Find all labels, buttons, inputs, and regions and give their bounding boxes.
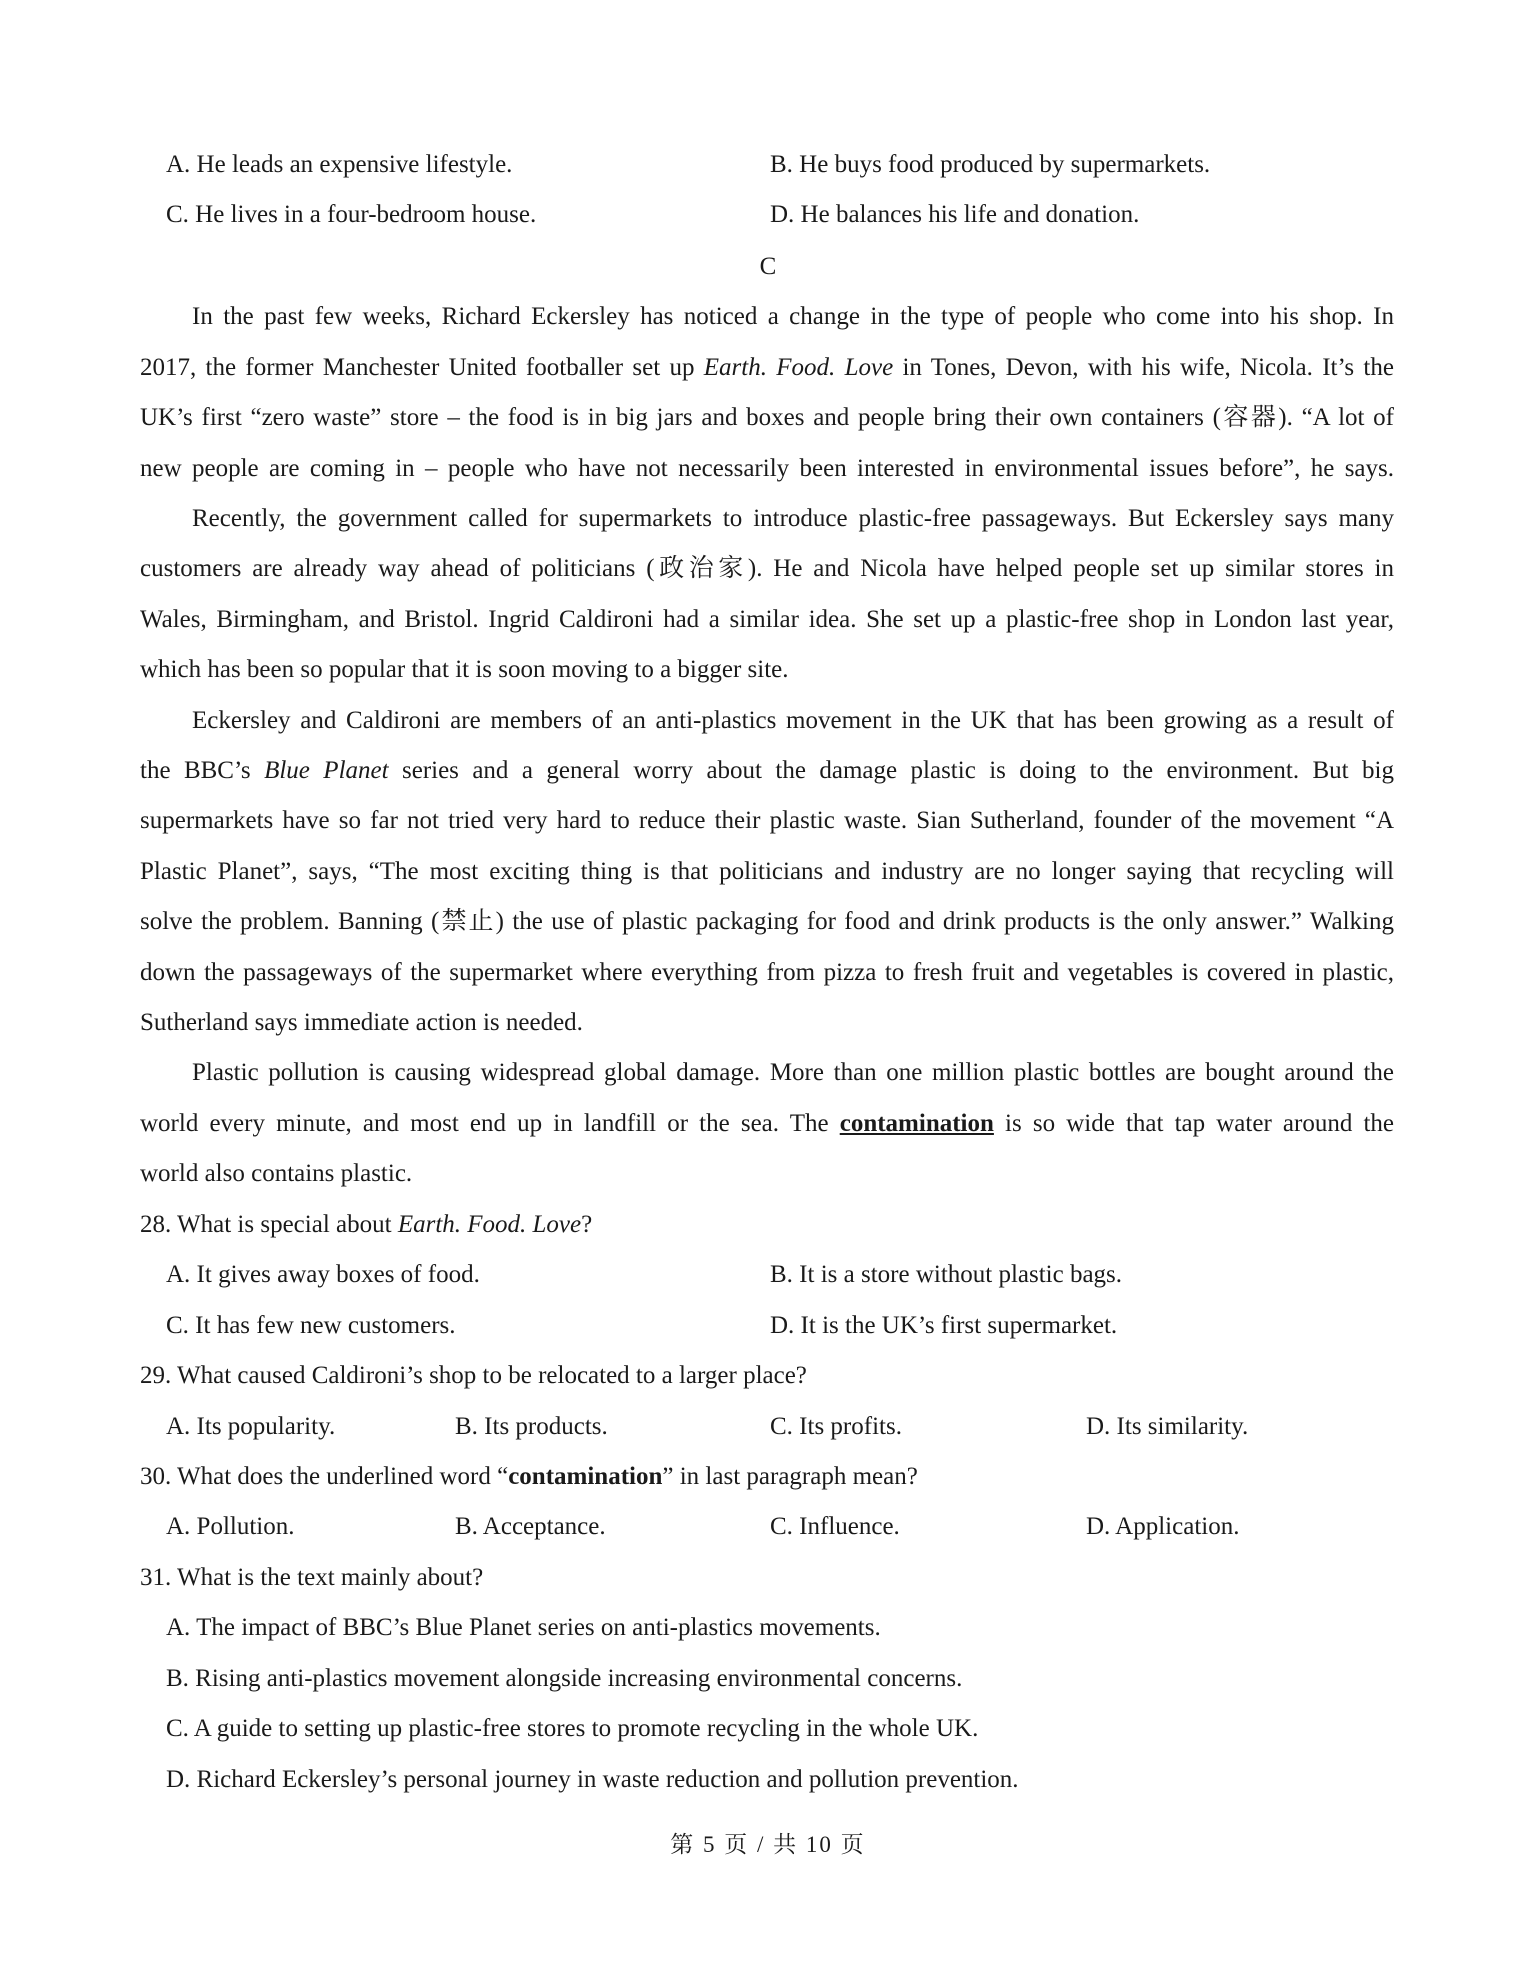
passage-p3-line7: Sutherland says immediate action is needed. — [140, 1009, 583, 1036]
underlined-word: contamination — [839, 1110, 994, 1137]
passage-p4-line3: world also contains plastic. — [140, 1160, 413, 1187]
q31-option-a: A. The impact of BBC’s Blue Planet series on anti-plastics movements. — [166, 1614, 881, 1641]
passage-p3-line3: supermarkets have so far not tried very hard to reduce their plastic waste. Sian Sutherland, founder of the movement “A — [140, 807, 1394, 834]
page-footer: 第 5 页 / 共 10 页 — [670, 1832, 866, 1857]
q28-option-a: A. It gives away boxes of food. — [166, 1261, 480, 1288]
section-letter: C — [759, 253, 777, 280]
prev-option-a: A. He leads an expensive lifestyle. — [166, 151, 513, 178]
passage-p4-line1: Plastic pollution is causing widespread global damage. More than one million plastic bottles are bought around the — [192, 1059, 1394, 1086]
q29-option-c: C. Its profits. — [770, 1413, 902, 1440]
passage-p3-line6: down the passageways of the supermarket where everything from pizza to fresh fruit and vegetables is covered in plastic, — [140, 959, 1394, 986]
q29-option-d: D. Its similarity. — [1086, 1413, 1249, 1440]
passage-p1-line1: In the past few weeks, Richard Eckersley has noticed a change in the type of people who come into his shop. In — [192, 303, 1394, 330]
question-31-stem: 31. What is the text mainly about? — [140, 1564, 484, 1591]
q29-option-a: A. Its popularity. — [166, 1413, 336, 1440]
prev-option-b: B. He buys food produced by supermarkets. — [770, 151, 1211, 178]
q30-option-c: C. Influence. — [770, 1513, 900, 1540]
prev-option-d: D. He balances his life and donation. — [770, 201, 1140, 228]
prev-option-c: C. He lives in a four-bedroom house. — [166, 201, 537, 228]
passage-p4-line2: world every minute, and most end up in landfill or the sea. The contamination is so wide that tap water around the — [140, 1110, 1395, 1137]
q29-option-b: B. Its products. — [455, 1413, 608, 1440]
q28-option-c: C. It has few new customers. — [166, 1312, 456, 1339]
question-30-stem: 30. What does the underlined word “contamination” in last paragraph mean? — [140, 1463, 918, 1490]
q30-option-a: A. Pollution. — [166, 1513, 295, 1540]
passage-p1-line2: 2017, the former Manchester United footballer set up Earth. Food. Love in Tones, Devon, with his wife, Nicola. It’s the — [140, 354, 1394, 381]
q28-option-b: B. It is a store without plastic bags. — [770, 1261, 1123, 1288]
q31-option-d: D. Richard Eckersley’s personal journey in waste reduction and pollution prevention. — [166, 1766, 1019, 1793]
passage-p3-line2: the BBC’s Blue Planet series and a general worry about the damage plastic is doing to the environment. But big — [140, 757, 1394, 784]
q31-option-b: B. Rising anti-plastics movement alongside increasing environmental concerns. — [166, 1665, 963, 1692]
store-name: Earth. Food. Love — [703, 354, 894, 381]
question-29-stem: 29. What caused Caldironi’s shop to be relocated to a larger place? — [140, 1362, 807, 1389]
passage-p2-line4: which has been so popular that it is soon moving to a bigger site. — [140, 656, 789, 683]
passage-p2-line2: customers are already way ahead of politicians (政治家). He and Nicola have helped people set up similar stores in — [140, 555, 1394, 582]
passage-p3-line1: Eckersley and Caldironi are members of an anti-plastics movement in the UK that has been growing as a result of — [192, 707, 1394, 734]
series-name: Blue Planet — [264, 757, 389, 784]
passage-p3-line4: Plastic Planet”, says, “The most exciting thing is that politicians and industry are no longer saying that recycling will — [140, 858, 1394, 885]
q30-option-b: B. Acceptance. — [455, 1513, 606, 1540]
passage-p3-line5: solve the problem. Banning (禁止) the use of plastic packaging for food and drink products is the only answer.” Walking — [140, 908, 1394, 935]
passage-p2-line1: Recently, the government called for supermarkets to introduce plastic-free passageways. But Eckersley says many — [192, 505, 1394, 532]
passage-p1-line3: UK’s first “zero waste” store – the food is in big jars and boxes and people bring their own containers (容器). “A lot of — [140, 404, 1394, 431]
passage-p2-line3: Wales, Birmingham, and Bristol. Ingrid Caldironi had a similar idea. She set up a plastic-free shop in London last year, — [140, 606, 1394, 633]
question-28-stem: 28. What is special about Earth. Food. Love? — [140, 1211, 593, 1238]
q31-option-c: C. A guide to setting up plastic-free stores to promote recycling in the whole UK. — [166, 1715, 979, 1742]
passage-p1-line4: new people are coming in – people who have not necessarily been interested in environmental issues before”, he says. — [140, 455, 1394, 482]
q30-option-d: D. Application. — [1086, 1513, 1240, 1540]
q28-option-d: D. It is the UK’s first supermarket. — [770, 1312, 1118, 1339]
